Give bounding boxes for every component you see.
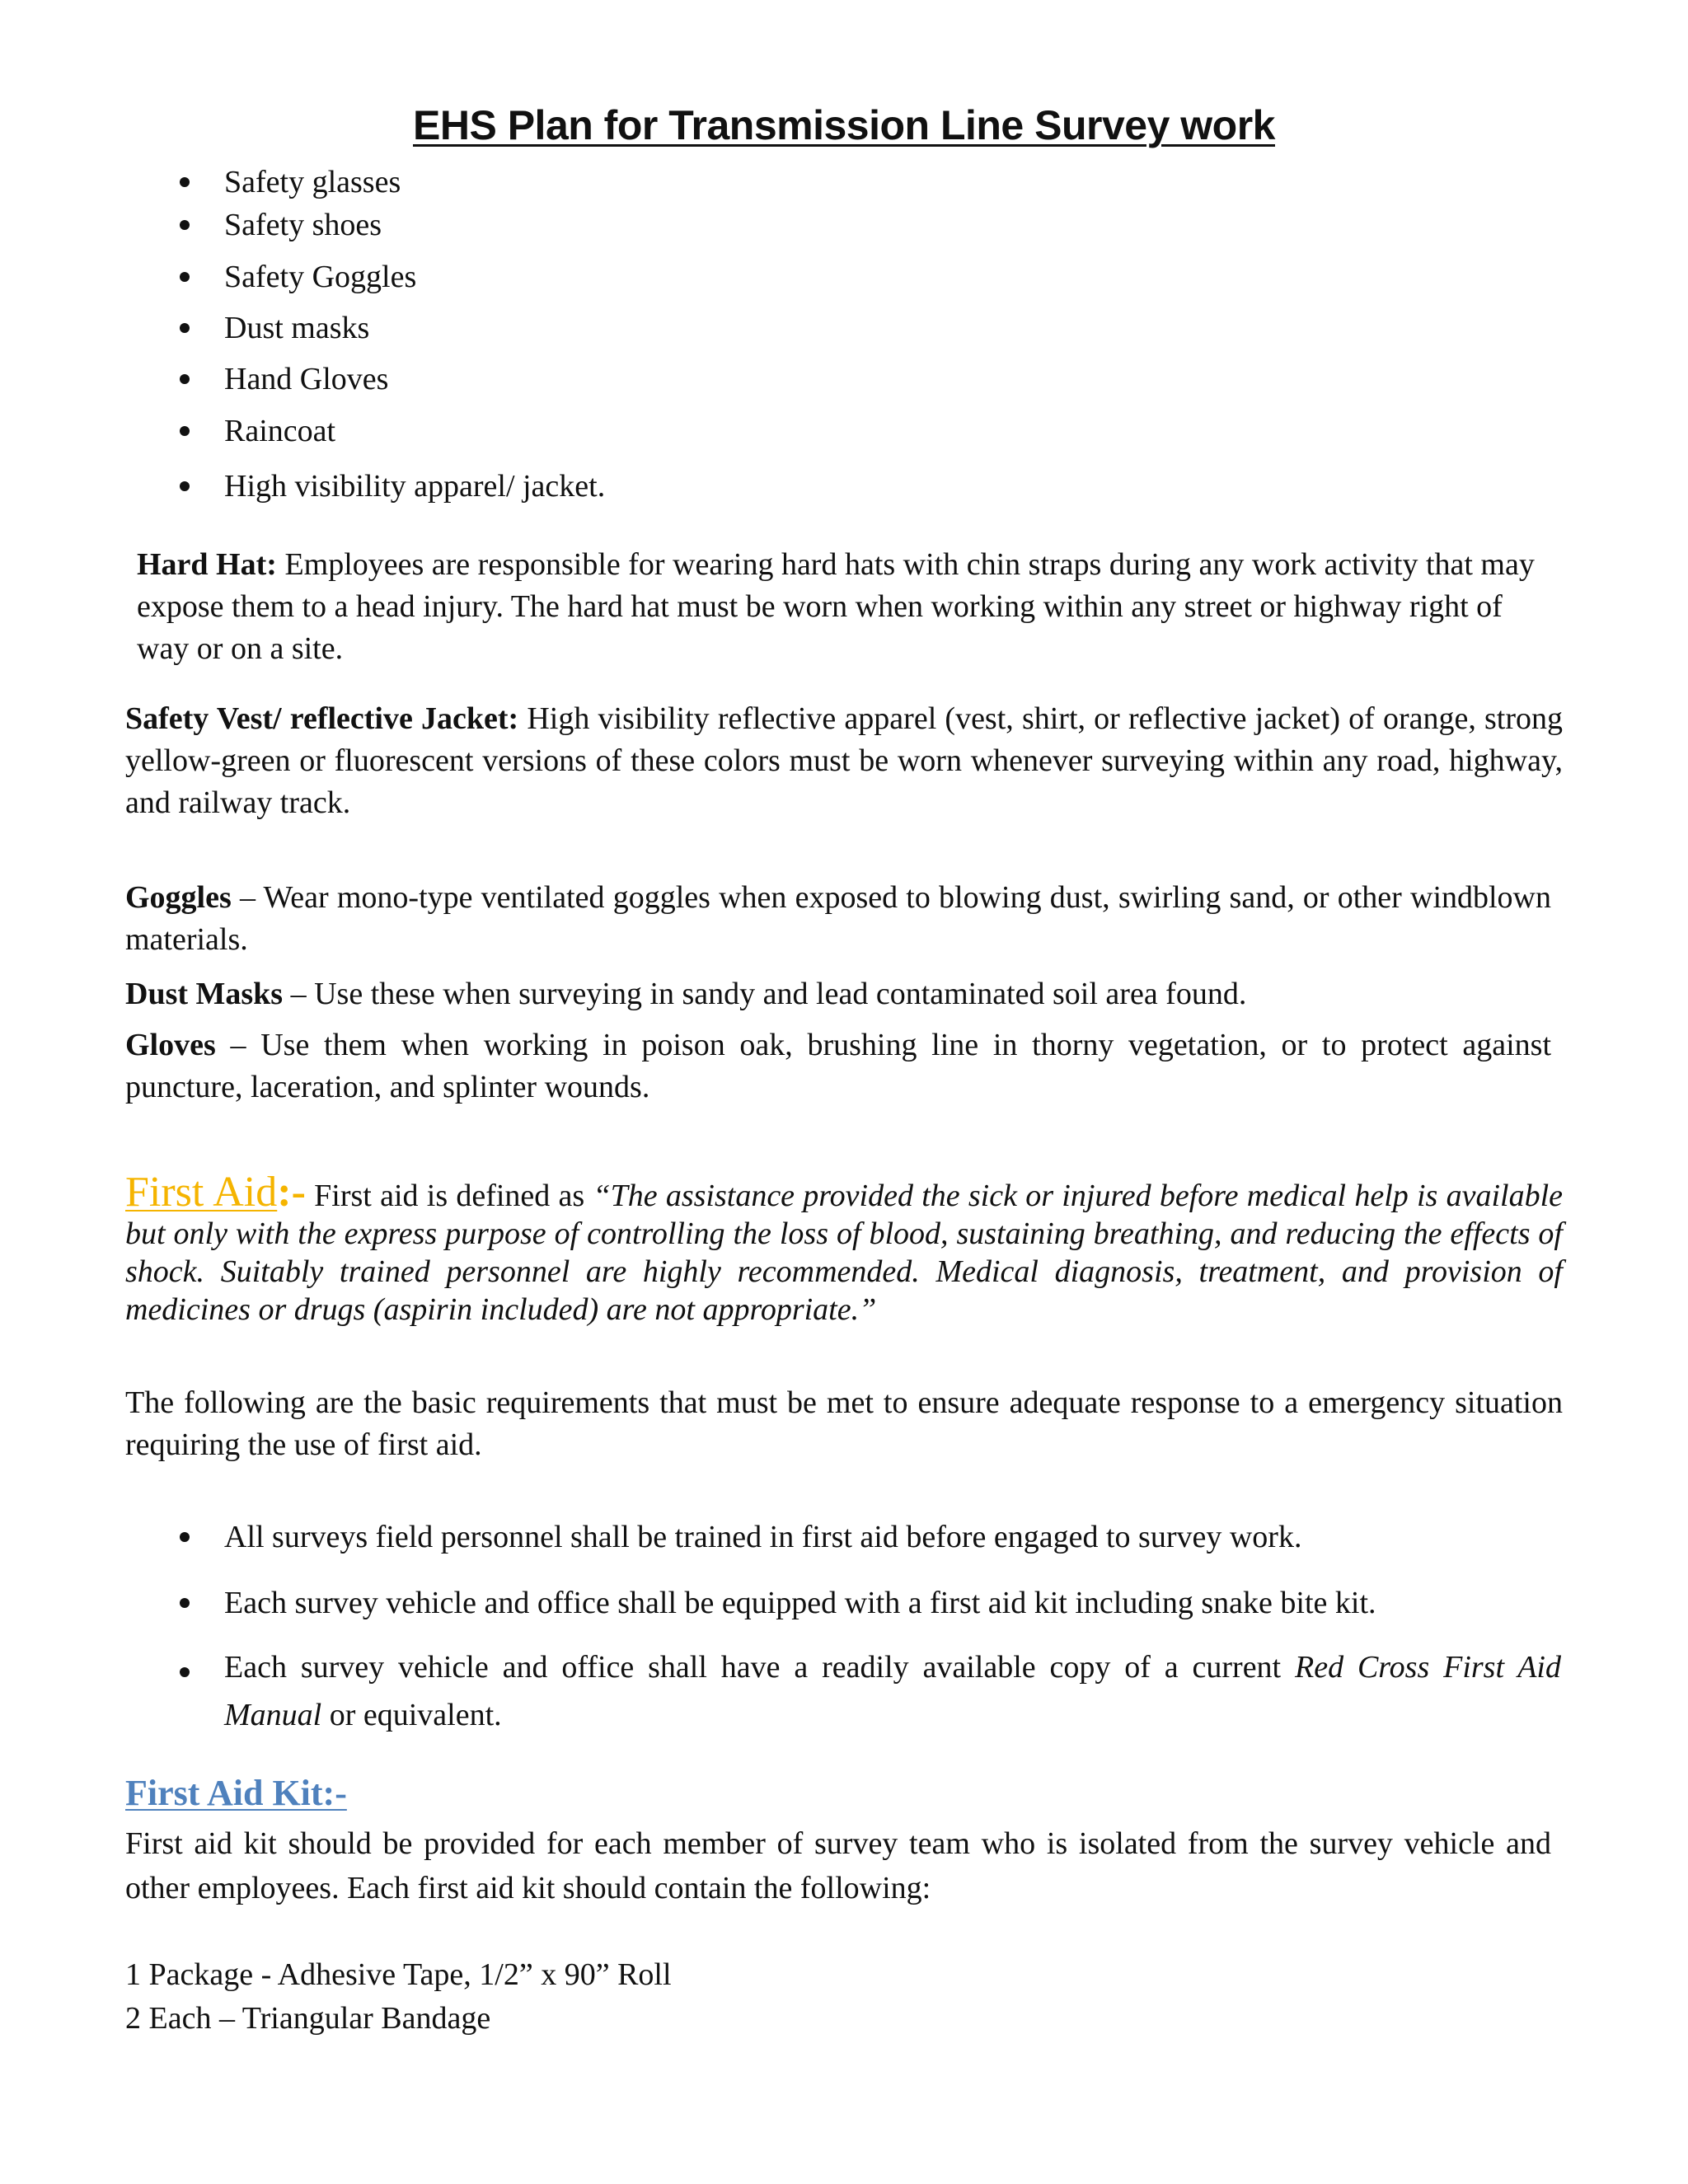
kit-content-item: 2 Each – Triangular Bandage — [125, 2001, 491, 2036]
gloves-text: – Use them when working in poison oak, brushing line in thorny vegetation, or to protect against puncture, laceration, and splinter wounds. — [125, 1028, 1552, 1104]
list-item-text: High visibility apparel/ jacket. — [224, 469, 606, 504]
safety-vest-text: High visibility reflective apparel (vest, shirt, or reflective jacket) of orange, strong yellow-green or fluorescent versions of these colors must be worn whenever surveying within any road, highway, and railway track. — [125, 701, 1564, 820]
bullet-icon — [180, 1598, 190, 1608]
first-aid-paragraph — [125, 1169, 1563, 1329]
page-title: EHS Plan for Transmission Line Survey work — [413, 102, 1275, 148]
first-aid-kit-text: First aid kit should be provided for each member of survey team who is isolated from the survey vehicle and other employees. Each first aid kit should contain the following: — [125, 1826, 1551, 1905]
requirements-intro: The following are the basic requirements that must be met to ensure adequate response to a emergency situation requiring the use of first aid. — [125, 1385, 1563, 1462]
list-item-text: Hand Gloves — [224, 362, 389, 396]
bullet-icon — [180, 426, 190, 436]
bullet-icon — [180, 481, 190, 491]
list-item-text: Safety shoes — [224, 208, 382, 242]
hard-hat-text: Employees are responsible for wearing hard hats with chin straps during any work activity that may expose them to a head injury. The hard hat must be worn when working within any street or highway right of way or on a site. — [137, 547, 1535, 666]
bullet-icon — [180, 272, 190, 282]
goggles-paragraph — [125, 877, 1551, 961]
safety-vest-label: Safety Vest/ reflective Jacket: — [125, 701, 519, 736]
bullet-icon — [180, 1532, 190, 1542]
bullet-icon — [180, 1667, 190, 1677]
bullet-icon — [180, 177, 190, 187]
first-aid-intro: First aid is defined as — [314, 1179, 585, 1213]
goggles-text: – Wear mono-type ventilated goggles when exposed to blowing dust, swirling sand, or other windblown materials. — [125, 880, 1551, 957]
safety-vest-paragraph — [125, 698, 1563, 824]
list-item-text: Safety Goggles — [224, 260, 417, 294]
first-aid-definition: “The assistance provided the sick or injured before medical help is available but only with the express purpose of controlling the loss of blood, sustaining breathing, and reducing the effects of shock. Suitably trained personnel are highly recommended. Medical diagnosis, treatment, and provision of medicines or drugs (aspirin included) are not appropriate.” — [125, 1179, 1563, 1327]
gloves-label: Gloves — [125, 1028, 216, 1062]
first-aid-kit-heading: First Aid Kit:- — [125, 1773, 347, 1813]
list-item-text: Each survey vehicle and office shall be equipped with a first aid kit including snake bite kit. — [224, 1586, 1376, 1620]
list-item-text: Safety glasses — [224, 165, 401, 199]
hard-hat-label: Hard Hat: — [137, 547, 277, 582]
first-aid-colon: :- — [277, 1169, 306, 1216]
dust-masks-text: – Use these when surveying in sandy and lead contaminated soil area found. — [290, 977, 1247, 1011]
list-item-text: Dust masks — [224, 311, 370, 345]
list-item-text: Raincoat — [224, 414, 336, 448]
dust-masks-paragraph — [125, 973, 1563, 1015]
dust-masks-label: Dust Masks — [125, 977, 284, 1011]
goggles-label: Goggles — [125, 880, 232, 915]
requirement-3-text: Each survey vehicle and office shall have a readily available copy of a current — [224, 1650, 1282, 1685]
bullet-icon — [180, 323, 190, 333]
first-aid-heading: First Aid — [125, 1169, 278, 1216]
hard-hat-paragraph — [137, 544, 1551, 670]
requirement-3-suffix: or equivalent. — [329, 1698, 502, 1732]
gloves-paragraph — [125, 1024, 1551, 1108]
bullet-icon — [180, 220, 190, 230]
list-item-text: All surveys field personnel shall be trained in first aid before engaged to survey work. — [224, 1520, 1302, 1554]
red-cross-manual-title: Red Cross First Aid Manual — [224, 1650, 1561, 1732]
list-item-text — [224, 1643, 1561, 1739]
kit-content-item: 1 Package - Adhesive Tape, 1/2” x 90” Roll — [125, 1957, 672, 1992]
bullet-icon — [180, 374, 190, 384]
